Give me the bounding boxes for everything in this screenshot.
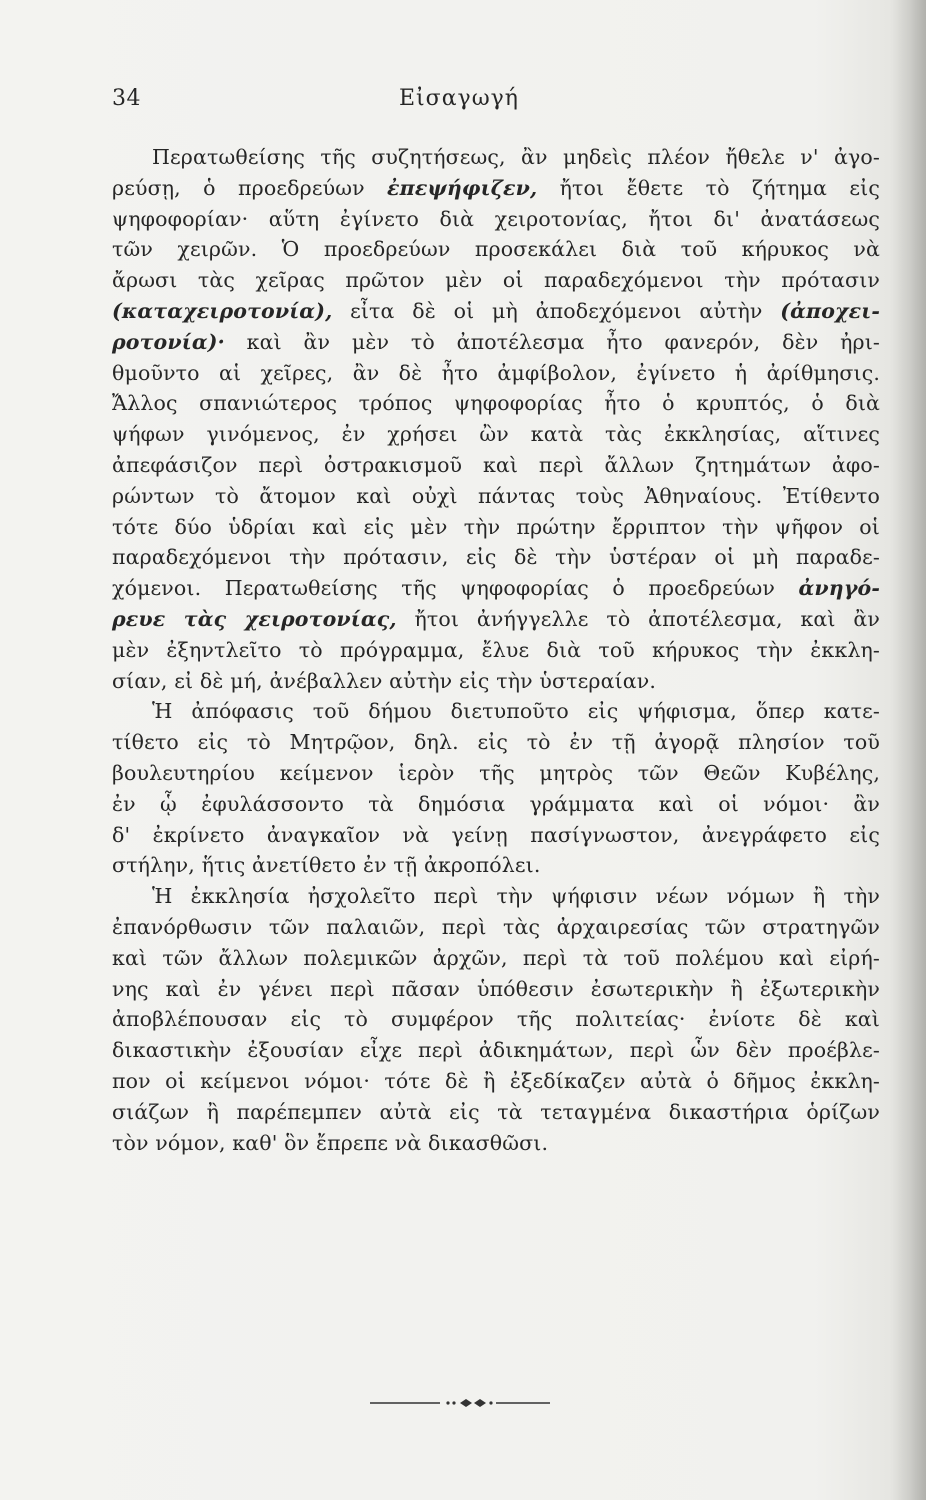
text-line [112, 881, 880, 912]
text-segment: χόμενοι. Περατωθείσης τῆς ψηφοφορίας ὁ προεδρεύων [112, 576, 799, 601]
text-segment: βουλευτηρίου κείμενον ἱερὸν τῆς μητρὸς τῶν Θεῶν Κυβέλης, [112, 760, 880, 785]
text-segment: τίθετο εἰς τὸ Μητρῷον, δηλ. εἰς τὸ ἐν τῇ ἀγορᾷ πλησίον τοῦ [112, 730, 880, 755]
text-segment: δ' ἐκρίνετο ἀναγκαῖον νὰ γείνῃ πασίγνωστον, ἀνεγράφετο εἰς [112, 822, 880, 847]
text-line [112, 512, 880, 543]
text-line [112, 573, 880, 604]
text-segment: Ἄλλος σπανιώτερος τρόπος ψηφοφορίας ἦτο ὁ κρυπτός, ὁ διὰ [112, 391, 880, 416]
emphasis-term: ἐπεψήφιζεν, [387, 175, 538, 200]
page-header [112, 86, 806, 122]
body-text [112, 142, 880, 1158]
text-segment: Περατωθείσης τῆς συζητήσεως, ἂν μηδεὶς πλέον ἤθελε ν' ἀγο- [152, 145, 880, 169]
text-segment: δικαστικὴν ἐξουσίαν εἶχε περὶ ἀδικημάτων, περὶ ὧν δὲν προέβλε- [112, 1038, 880, 1063]
text-line [112, 974, 880, 1005]
text-segment: ἀποβλέπουσαν εἰς τὸ συμφέρον τῆς πολιτείας· ἐνίοτε δὲ καὶ [112, 1007, 880, 1032]
text-line [112, 1004, 880, 1035]
text-line [112, 1066, 880, 1097]
text-segment: σίαν, εἰ δὲ μή, ἀνέβαλλεν αὐτὴν εἰς τὴν ὑστεραίαν. [112, 668, 657, 693]
text-line [112, 666, 880, 697]
text-segment: ψήφων γινόμενος, ἐν χρήσει ὢν κατὰ τὰς ἐκκλησίας, αἵτινες [112, 422, 880, 447]
text-segment: ἐν ᾧ ἐφυλάσσοντο τὰ δημόσια γράμματα καὶ οἱ νόμοι· ἂν [112, 791, 880, 816]
text-segment: πον οἱ κείμενοι νόμοι· τότε δὲ ἢ ἐξεδίκαζεν αὐτὰ ὁ δῆμος ἐκκλη- [112, 1068, 880, 1093]
emphasis-term: (καταχειροτονία), [112, 298, 333, 323]
text-line [112, 943, 880, 974]
text-segment: παραδεχόμενοι τὴν πρότασιν, εἰς δὲ τὴν ὑστέραν οἱ μὴ παραδε- [112, 545, 880, 570]
text-line [112, 789, 880, 820]
text-segment: καὶ τῶν ἄλλων πολεμικῶν ἀρχῶν, περὶ τὰ τοῦ πολέμου καὶ εἰρή- [112, 945, 880, 970]
text-segment: μὲν ἐξηντλεῖτο τὸ πρόγραμμα, ἔλυε διὰ τοῦ κήρυκος τὴν ἐκκλη- [112, 637, 880, 662]
text-line [112, 912, 880, 943]
text-segment: ἤτοι ἀνήγγελλε τὸ ἀποτέλεσμα, καὶ ἂν [396, 606, 880, 631]
text-line [112, 419, 880, 450]
text-segment: θμοῦντο αἱ χεῖρες, ἂν δὲ ἦτο ἀμφίβολον, ἐγίνετο ἡ ἀρίθμησις. [112, 360, 880, 385]
text-segment: νης καὶ ἐν γένει περὶ πᾶσαν ὑπόθεσιν ἐσωτερικὴν ἢ ἐξωτερικὴν [112, 976, 880, 1001]
text-line [112, 604, 880, 635]
text-line [112, 327, 880, 358]
text-segment: ἐπανόρθωσιν τῶν παλαιῶν, περὶ τὰς ἀρχαιρεσίας τῶν στρατηγῶν [112, 914, 880, 939]
text-segment: στήλην, ἥτις ἀνετίθετο ἐν τῇ ἀκροπόλει. [112, 853, 541, 878]
emphasis-term: ροτονία)· [112, 329, 225, 354]
text-line [112, 635, 880, 666]
text-segment: ἤτοι ἔθετε τὸ ζήτημα εἰς [537, 175, 880, 200]
text-line [112, 296, 880, 327]
page-number: 34 [112, 86, 141, 111]
text-segment: τῶν χειρῶν. Ὁ προεδρεύων προσεκάλει διὰ τοῦ κήρυκος νὰ [112, 237, 880, 262]
text-line [112, 265, 880, 296]
text-line [112, 727, 880, 758]
text-line [112, 850, 880, 881]
text-line [112, 696, 880, 727]
emphasis-term: (ἀποχει- [780, 298, 880, 323]
text-segment: εἶτα δὲ οἱ μὴ ἀποδεχόμενοι αὐτὴν [332, 298, 781, 323]
text-line [112, 173, 880, 204]
text-line [112, 204, 880, 235]
text-line [112, 450, 880, 481]
text-line [112, 820, 880, 851]
text-segment: τὸν νόμον, καθ' ὃν ἔπρεπε νὰ δικασθῶσι. [112, 1130, 549, 1155]
text-segment: σιάζων ἢ παρέπεμπεν αὐτὰ εἰς τὰ τεταγμένα δικαστήρια ὁρίζων [112, 1099, 880, 1124]
emphasis-term: ρευε τὰς χειροτονίας, [112, 606, 397, 631]
text-line [112, 1128, 880, 1159]
text-segment: ἄρωσι τὰς χεῖρας πρῶτον μὲν οἱ παραδεχόμενοι τὴν πρότασιν [112, 268, 880, 293]
text-line [112, 358, 880, 389]
text-line [112, 542, 880, 573]
text-line [112, 388, 880, 419]
text-segment: ἀπεφάσιζον περὶ ὀστρακισμοῦ καὶ περὶ ἄλλων ζητημάτων ἀφο- [112, 452, 880, 477]
text-segment: ρεύσῃ, ὁ προεδρεύων [112, 175, 388, 200]
text-segment: ρώντων τὸ ἄτομον καὶ οὐχὶ πάντας τοὺς Ἀθηναίους. Ἐτίθεντο [112, 483, 880, 508]
text-segment: καὶ ἂν μὲν τὸ ἀποτέλεσμα ἦτο φανερόν, δὲν ἠρι- [224, 329, 880, 354]
emphasis-term: ἀνηγό- [798, 576, 880, 601]
text-line [112, 481, 880, 512]
text-segment: τότε δύο ὑδρίαι καὶ εἰς μὲν τὴν πρώτην ἔρριπτον τὴν ψῆφον οἱ [112, 514, 880, 539]
text-line [112, 758, 880, 789]
text-segment: Ἡ ἀπόφασις τοῦ δήμου διετυποῦτο εἰς ψήφισμα, ὅπερ κατε- [152, 699, 880, 724]
page-spine-shadow [892, 0, 926, 1500]
text-segment: Ἡ ἐκκλησία ἠσχολεῖτο περὶ τὴν ψήφισιν νέων νόμων ἢ τὴν [152, 884, 880, 909]
closing-ornament [370, 1396, 550, 1410]
text-segment: ψηφοφορίαν· αὕτη ἐγίνετο διὰ χειροτονίας, ἤτοι δι' ἀνατάσεως [112, 206, 880, 231]
running-head: Εἰσαγωγή [399, 86, 519, 111]
text-line [112, 1035, 880, 1066]
text-line [112, 142, 880, 173]
text-line [112, 1097, 880, 1128]
text-line [112, 234, 880, 265]
